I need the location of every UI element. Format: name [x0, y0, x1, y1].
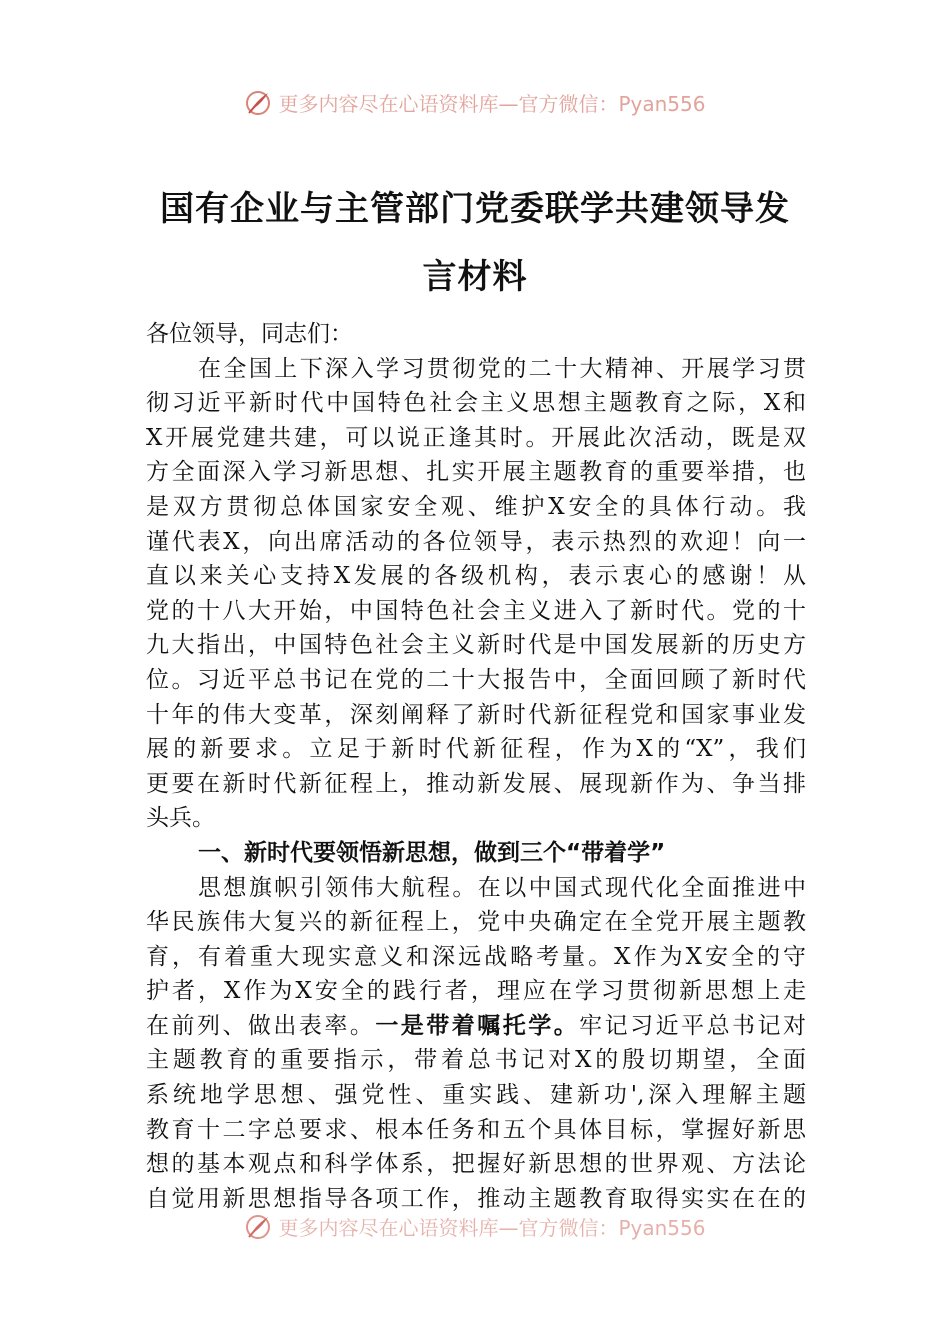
paragraph-line: 在全国上下深入学习贯彻党的二十大精神、开展学习贯 [198, 355, 806, 382]
paragraph-line: 更要在新时代新征程上，推动新发展、展现新作为、争当排 [146, 770, 806, 797]
quill-logo-icon [244, 1213, 272, 1241]
header-watermark [0, 88, 950, 117]
paragraph-1 [146, 352, 806, 836]
paragraph-line: 主题教育的重要指示，带着总书记对X的殷切期望，全面 [146, 1047, 806, 1074]
paragraph-line: 彻习近平新时代中国特色社会主义思想主题教育之际，X和 [146, 390, 806, 417]
paragraph-line: 方全面深入学习新思想、扎实开展主题教育的重要举措，也 [146, 459, 806, 486]
paragraph-2 [146, 871, 806, 1217]
paragraph-line: 教育十二字总要求、根本任务和五个具体目标，掌握好新思 [146, 1116, 806, 1143]
text-run: 牢记习近平总书记对 [579, 1012, 806, 1039]
quill-logo-icon [244, 89, 272, 117]
greeting: 各位领导，同志们： [146, 321, 353, 347]
footer-watermark [0, 1212, 950, 1241]
paragraph-line: 头兵。 [146, 805, 215, 832]
paragraph-line: 九大指出，中国特色社会主义新时代是中国发展新的历史方 [146, 632, 806, 659]
watermark-text: 更多内容尽在心语资料库—官方微信：Pyan556 [278, 92, 706, 116]
paragraph-line: 育，有着重大现实意义和深远战略考量。X作为X安全的守 [146, 943, 806, 970]
paragraph-line: 党的十八大开始，中国特色社会主义进入了新时代。党的十 [146, 597, 806, 624]
text-run: 在前列、做出表率。 [146, 1012, 376, 1039]
paragraph-line: 谨代表X，向出席活动的各位领导，表示热烈的欢迎！向一 [146, 528, 806, 555]
paragraph-line: 直以来关心支持X发展的各级机构，表示衷心的感谢！从 [146, 563, 806, 590]
paragraph-line: 思想旗帜引领伟大航程。在以中国式现代化全面推进中 [198, 874, 806, 901]
document-body [146, 317, 806, 1216]
paragraph-line: 自觉用新思想指导各项工作，推动主题教育取得实实在在的 [146, 1185, 806, 1212]
paragraph-line: 是双方贯彻总体国家安全观、维护X安全的具体行动。我 [146, 493, 806, 520]
document-title-line1: 国有企业与主管部门党委联学共建领导发 [160, 189, 790, 229]
paragraph-line: 想的基本观点和科学体系，把握好新思想的世界观、方法论 [146, 1151, 806, 1178]
paragraph-line: 护者，X作为X安全的践行者，理应在学习贯彻新思想上走 [146, 978, 806, 1005]
watermark-text: 更多内容尽在心语资料库—官方微信：Pyan556 [278, 1216, 706, 1240]
paragraph-line: 华民族伟大复兴的新征程上，党中央确定在全党开展主题教 [146, 909, 806, 936]
paragraph-line: 系统地学思想、强党性、重实践、建新功',深入理解主题 [146, 1082, 806, 1109]
paragraph-line: X开展党建共建，可以说正逢其时。开展此次活动，既是双 [146, 424, 806, 451]
paragraph-line: 十年的伟大变革，深刻阐释了新时代新征程党和国家事业发 [146, 701, 806, 728]
paragraph-line-mixed [146, 1009, 806, 1044]
paragraph-line: 位。习近平总书记在党的二十大报告中，全面回顾了新时代 [146, 666, 806, 693]
paragraph-line: 展的新要求。立足于新时代新征程，作为X的“X”，我们 [146, 736, 806, 763]
bold-run: 一是带着嘱托学。 [375, 1011, 580, 1039]
document-title-line2: 言材料 [422, 257, 528, 297]
section-heading-1: 一、新时代要领悟新思想，做到三个“带着学” [198, 839, 666, 866]
